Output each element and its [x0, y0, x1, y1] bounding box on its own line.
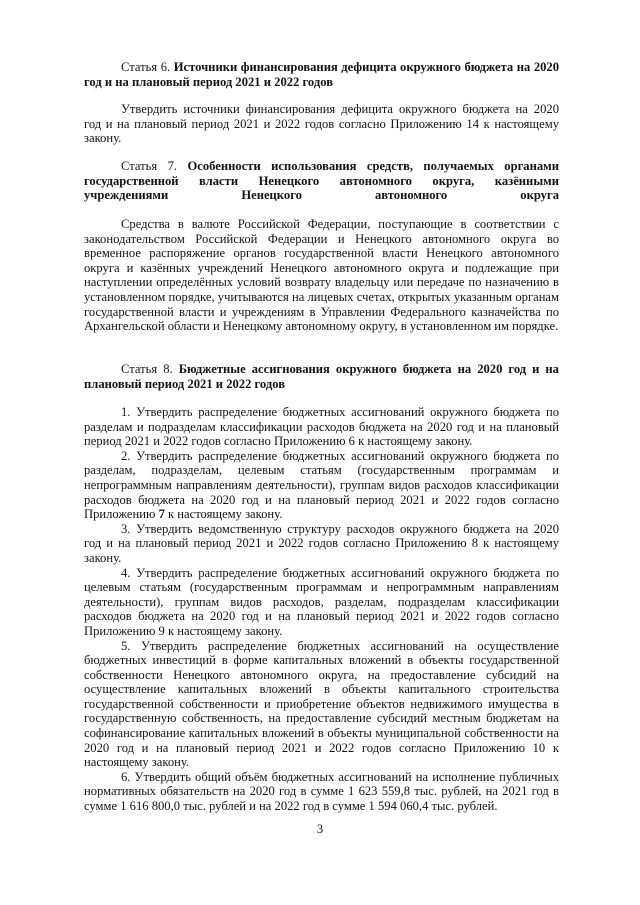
- article-8-item-3: 3. Утвердить ведомственную структуру расходов окружного бюджета на 2020 год и на плановый период 2021 и 2022 годов согласно Приложению 8 к настоящему закону.: [84, 521, 559, 565]
- article-8-label: Статья 8.: [121, 362, 173, 376]
- article-8-item-2: 2. Утвердить распределение бюджетных ассигнований окружного бюджета по разделам, подразделам, целевым статьям (государственным программам и непрограммным направлениям деятельности), группам видов расходов классификации расходов бюджета на 2020 год и на плановый период 2021 и 2022 годов согласно Приложению 7 к настоящему закону.: [84, 448, 559, 522]
- article-7: [84, 159, 559, 203]
- article-6-body-block: [84, 102, 559, 146]
- article-7-body-block: [84, 217, 559, 334]
- article-8-item-4: 4. Утвердить распределение бюджетных ассигнований окружного бюджета по целевым статьям (государственным программам и непрограммным направлениям деятельности), группам видов расходов, разделам, подразделам классификации расходов бюджета на 2020 год и на плановый период 2021 и 2022 годов согласно Приложению 9 к настоящему закону.: [84, 565, 559, 638]
- article-7-title: Особенности использования средств, получаемых органами государственной власти Ненецкого автономного округа, казёнными учреждениями Ненецкого автономного округа: [84, 159, 559, 203]
- article-8-item-5: 5. Утвердить распределение бюджетных ассигнований на осуществление бюджетных инвестиций в форме капитальных вложений в объекты государственной собственности Ненецкого автономного округа, на предоставление субсидий на осуществление капитальных вложений в объекты капитального строительства государственной собственности и приобретение объектов недвижимого имущества в государственную собственность, на предоставление субсидий местным бюджетам на софинансирование капитальных вложений в объекты муниципальной собственности на 2020 год и на плановый период 2021 и 2022 годов согласно Приложению 10 к настоящему закону.: [84, 638, 559, 770]
- article-6: [84, 60, 559, 89]
- article-7-label: Статья 7.: [121, 159, 178, 173]
- article-7-heading: [84, 159, 559, 203]
- article-6-heading: [84, 60, 559, 89]
- article-8-heading: [84, 362, 559, 391]
- article-8-item-1: 1. Утвердить распределение бюджетных ассигнований окружного бюджета по разделам и подразделам классификации расходов бюджета на 2020 год и на плановый период 2021 и 2022 годов согласно Приложению 6 к настоящему закону.: [84, 405, 559, 449]
- article-8: [84, 362, 559, 391]
- article-7-body: Средства в валюте Российской Федерации, поступающие в соответствии с законодательством Российской Федерации и Ненецкого автономного округа во временное распоряжение органов государственной власти Ненецкого автономного округа и казённых учреждений Ненецкого автономного округа и подлежащие при наступлении определённых условий возврату владельцу или передаче по назначению в установленном порядке, учитываются на лицевых счетах, открытых указанным органам государственной власти и учреждениям в Управлении Федерального казначейства по Архангельской области и Ненецкому автономному округу, в установленном им порядке.: [84, 217, 559, 334]
- article-8-items: [84, 405, 559, 814]
- article-6-body: Утвердить источники финансирования дефицита окружного бюджета на 2020 год и на плановый период 2021 и 2022 годов согласно Приложению 14 к настоящему закону.: [84, 102, 559, 146]
- article-8-title: Бюджетные ассигнования окружного бюджета на 2020 год и на плановый период 2021 и 2022 годов: [84, 362, 559, 391]
- article-6-title: Источники финансирования дефицита окружного бюджета на 2020 год и на плановый период 2021 и 2022 годов: [84, 60, 560, 89]
- article-6-label: Статья 6.: [121, 60, 171, 74]
- article-8-item-6: 6. Утвердить общий объём бюджетных ассигнований на исполнение публичных нормативных обязательств на 2020 год в сумме 1 623 559,8 тыс. рублей, на 2021 год в сумме 1 616 800,0 тыс. рублей и на 2022 год в сумме 1 594 060,4 тыс. рублей.: [84, 769, 559, 814]
- page-number: 3: [316, 822, 324, 836]
